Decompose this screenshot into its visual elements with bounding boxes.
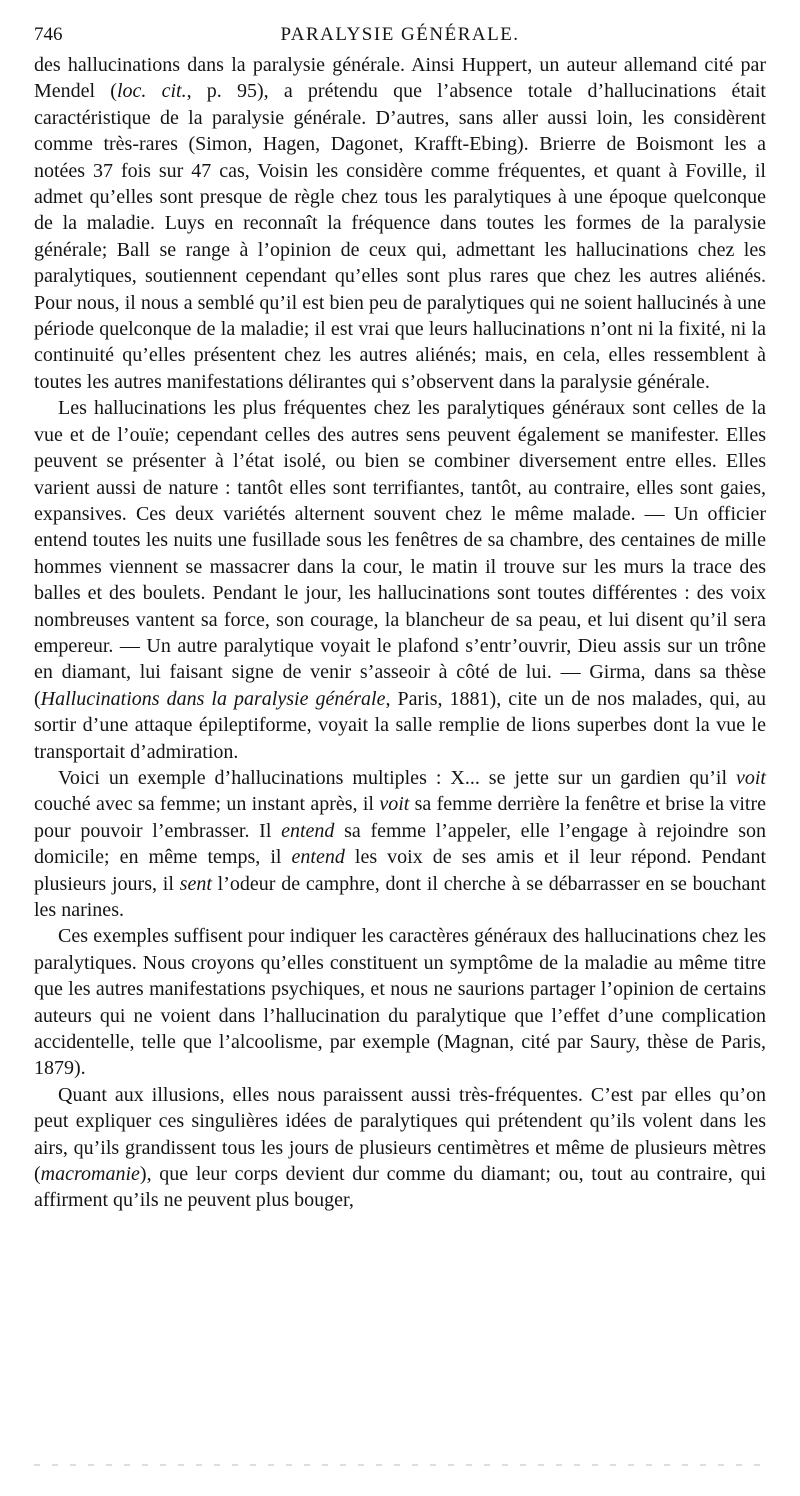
text-run: ), que leur corps devient dur comme du diamant; ou, tout au contraire, qui affirment qu’ils ne peuvent plus bouger, (34, 1163, 766, 1212)
italic-text: macromanie (40, 1163, 140, 1186)
text-run: des hallucinations dans la paralysie générale. Ainsi Huppert, un auteur allemand cité par Mendel ( (34, 54, 766, 103)
text-run: l’odeur de camphre, dont il cherche à se débarrasser en se bouchant les narines. (34, 872, 766, 921)
italic-text: entend (291, 846, 345, 869)
text-run: Voici un exemple d’hallucinations multiples : X... se jette sur un gardien qu’il (58, 766, 736, 789)
paragraph-2 (34, 395, 766, 765)
running-header (34, 24, 766, 50)
page-bottom-edge (34, 1464, 764, 1466)
paragraph-1 (34, 52, 766, 395)
text-run: Quant aux illusions, elles nous paraissent aussi très-fréquentes. C’est par elles qu’on peut expliquer ces singulières idées de paralytiques qui prétendent qu’ils volent dans les airs, qu’ils grandissent tous les jours de plusieurs centimètres et même de plusieurs mètres ( (34, 1083, 766, 1186)
paragraph-4 (34, 923, 766, 1081)
running-title: PARALYSIE GÉNÉRALE. (280, 24, 520, 45)
text-run: Ces exemples suffisent pour indiquer les caractères généraux des hallucinations chez les paralytiques. Nous croyons qu’elles constituent un symptôme de la maladie au même titre que les autres manifestations psychiques, et nous ne saurions partager l’opinion de certains auteurs qui ne voient dans l’hallucination du paralytique que l’effet d’une complication accidentelle, telle que l’alcoolisme, par exemple (Magnan, cité par Saury, thèse de Paris, 1879). (34, 925, 766, 1080)
page-number: 746 (34, 24, 63, 45)
text-run: sa femme l’appeler, elle l’engage à rejoindre son domicile; en même temps, il (34, 819, 766, 869)
paragraph-3 (34, 765, 766, 923)
italic-text: Hallucinations dans la paralysie générale (40, 687, 386, 710)
book-page (34, 24, 766, 1214)
italic-text: sent (179, 872, 212, 895)
text-run: , Paris, 1881), cite un de nos malades, qui, au sortir d’une attaque épileptiforme, voyait la salle remplie de lions superbes dont la vue le transportait d’admiration. (34, 687, 766, 763)
text-run: Les hallucinations les plus fréquentes chez les paralytiques généraux sont celles de la vue et de l’ouïe; cependant celles des autres sens peuvent également se manifester. Elles peuvent se présenter à l’état isolé, ou bien se combiner diversement entre elles. Elles varient aussi de nature : tantôt elles sont terrifiantes, tantôt, au contraire, elles sont gaies, expansives. Ces deux variétés alternent souvent chez le même malade. — Un officier entend toutes les nuits une fusillade sous les fenêtres de sa chambre, des centaines de mille hommes viennent se massacrer dans la cour, le matin il trouve sur les murs la trace des balles et des boulets. Pendant le jour, les hallucinations sont toutes différentes : des voix nombreuses vantent sa force, son courage, la blancheur de sa peau, et lui disent qu’il sera empereur. — Un autre paralytique voyait le plafond s’entr’ouvrir, Dieu assis sur un trône en diamant, lui faisant signe de venir s’asseoir à côté de lui. — Girma, dans sa thèse ( (34, 397, 766, 710)
text-run: les voix de ses amis et il leur répond. Pendant plusieurs jours, il (34, 846, 766, 895)
italic-text: entend (281, 819, 335, 842)
text-run: , p. 95), a prétendu que l’absence totale d’hallucinations était caractéristique de la paralysie générale. D’autres, sans aller aussi loin, les considèrent comme très-rares (Simon, Hagen, Dagonet, Krafft-Ebing). Brierre de Boismont les a notées 37 fois sur 47 cas, Voisin les considère comme fréquentes, et quant à Foville, il admet qu’elles sont presque de règle chez tous les paralytiques à une époque quelconque de la maladie. Luys en reconnaît la fréquence dans toutes les formes de la paralysie générale; Ball se range à l’opinion de ceux qui, admettant les hallucinations chez les paralytiques, soutiennent cependant qu’elles sont plus rares que chez les autres aliénés. Pour nous, il nous a semblé qu’il est bien peu de paralytiques qui ne soient hallucinés à une période quelconque de la maladie; il est vrai que leurs hallucinations n’ont ni la fixité, ni la continuité qu’elles présentent chez les autres aliénés; mais, en cela, elles ressemblent à toutes les autres manifestations délirantes qui s’observent dans la paralysie générale. (34, 80, 766, 393)
text-run: sa femme derrière la fenêtre et brise la vitre pour pouvoir l’embrasser. Il (34, 793, 766, 842)
body-text (34, 52, 766, 1214)
paragraph-5 (34, 1082, 766, 1214)
italic-text: voit (736, 766, 766, 789)
italic-text: loc. cit. (116, 80, 187, 103)
italic-text: voit (379, 793, 410, 816)
text-run: couché avec sa femme; un instant après, il (34, 793, 380, 816)
